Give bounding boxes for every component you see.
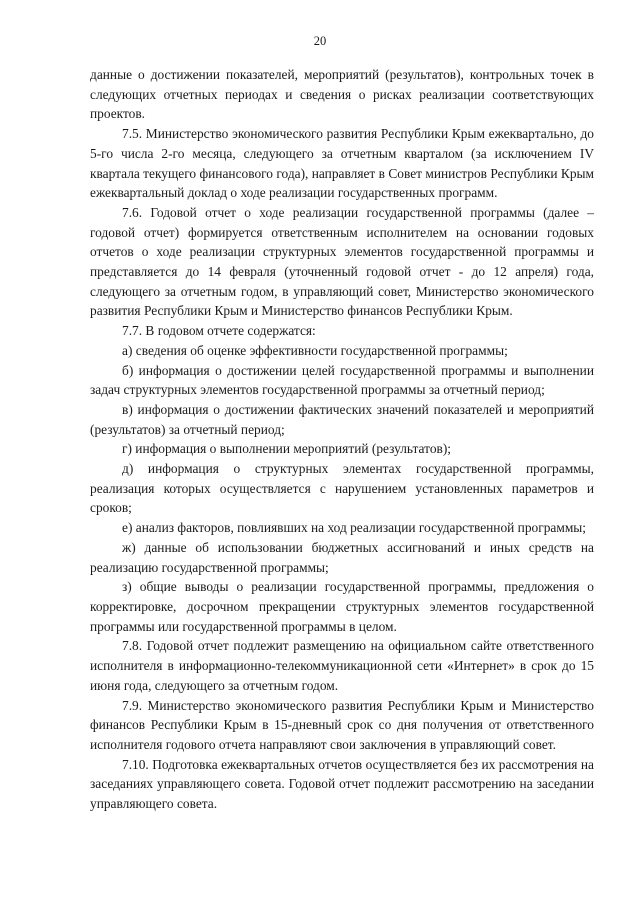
paragraph-7-5: 7.5. Министерство экономического развития Республики Крым ежеквартально, до 5-го числа 2-го месяца, следующего за отчетным кварталом (за исключением IV квартала текущего финансового года), направляет в Совет министров Республики Крым ежеквартальный доклад о ходе реализации государственных программ. xyxy=(90,126,594,201)
list-item-a: а) сведения об оценке эффективности государственной программы; xyxy=(122,342,508,358)
list-item-d: д) информация о структурных элементах государственной программы, реализация которых осуществляется с нарушением установленных параметров и сроков; xyxy=(90,461,594,516)
paragraph-7-7: 7.7. В годовом отчете содержатся: xyxy=(122,323,316,339)
list-item-b: б) информация о достижении целей государственной программы и выполнении задач структурных элементов государственной программы за отчетный период; xyxy=(90,362,594,398)
paragraph-continuation: данные о достижении показателей, мероприятий (результатов), контрольных точек в следующих отчетных периодах и сведения о рисках реализации соответствующих проектов. xyxy=(90,67,594,122)
list-item-e: е) анализ факторов, повлиявших на ход реализации государственной программы; xyxy=(122,520,587,536)
list-item-z: з) общие выводы о реализации государственной программы, предложения о корректировке, досрочном прекращении структурных элементов государственной программы или государственной программы в целом. xyxy=(90,579,594,634)
list-item-g: г) информация о выполнении мероприятий (результатов); xyxy=(122,441,452,457)
paragraph-7-8: 7.8. Годовой отчет подлежит размещению на официальном сайте ответственного исполнителя в информационно-телекоммуникационной сети «Интернет» в срок до 15 июня года, следующего за отчетным годом. xyxy=(90,638,594,693)
document-body xyxy=(90,65,594,814)
list-item-v: в) информация о достижении фактических значений показателей и мероприятий (результатов) за отчетный период; xyxy=(90,401,594,437)
page-number: 20 xyxy=(313,34,327,48)
list-item-zh: ж) данные об использовании бюджетных ассигнований и иных средств на реализацию государственной программы; xyxy=(90,539,594,575)
paragraph-7-10: 7.10. Подготовка ежеквартальных отчетов осуществляется без их рассмотрения на заседаниях управляющего совета. Годовой отчет подлежит рассмотрению на заседании управляющего совета. xyxy=(90,756,594,812)
paragraph-7-6: 7.6. Годовой отчет о ходе реализации государственной программы (далее – годовой отчет) формируется ответственным исполнителем на основании годовых отчетов о ходе реализации структурных элементов государственной программы и представляется до 14 февраля (уточненный годовой отчет - до 12 апреля) года, следующего за отчетным годом, в управляющий совет, Министерство экономического развития Республики Крым и Министерство финансов Республики Крым. xyxy=(90,204,594,319)
paragraph-7-9: 7.9. Министерство экономического развития Республики Крым и Министерство финансов Республики Крым в 15-дневный срок со дня получения от ответственного исполнителя годового отчета направляют свои заключения в управляющий совет. xyxy=(90,697,594,752)
